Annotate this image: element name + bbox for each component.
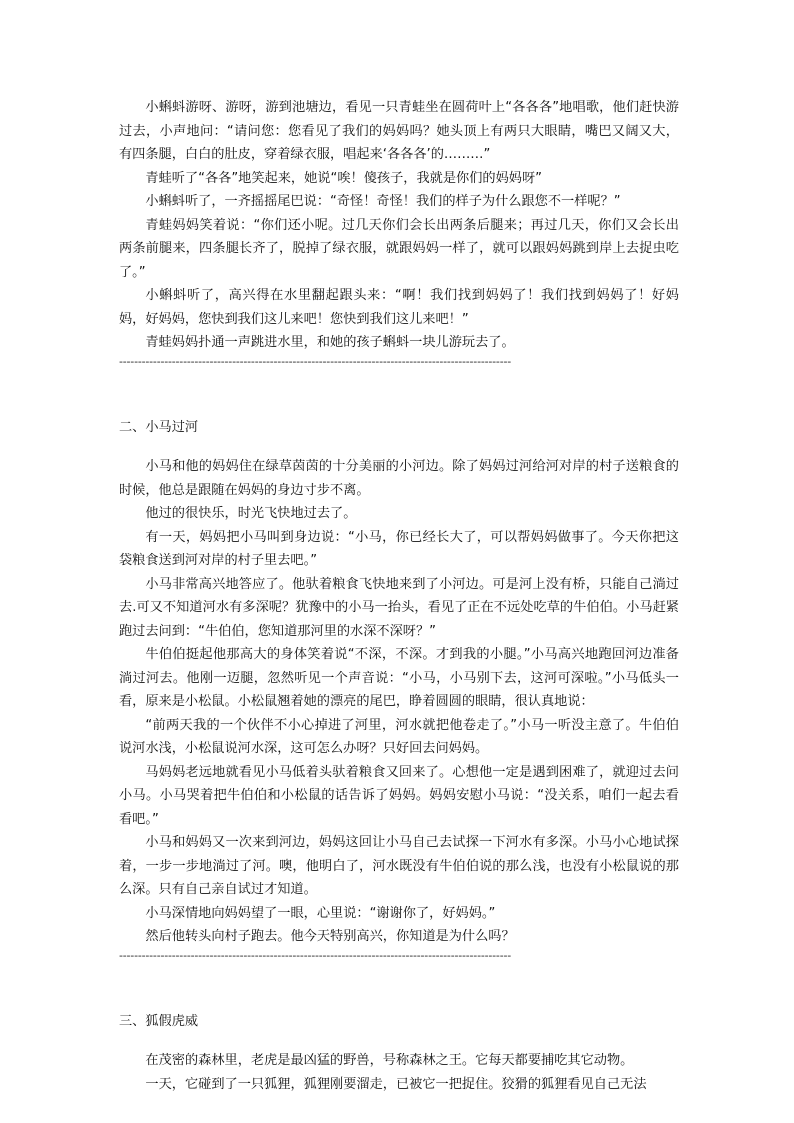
paragraph: 马妈妈老远地就看见小马低着头驮着粮食又回来了。心想他一定是遇到困难了，就迎过去问小马。小马哭着把牛伯伯和小松鼠的话告诉了妈妈。妈妈安慰小马说：“没关系，咱们一起去看看吧。” xyxy=(119,764,679,827)
story-fox-borrows-tiger-might xyxy=(119,1010,679,1097)
story-tadpoles xyxy=(119,96,679,369)
section-separator: -------------------------------------------------------------------------------------------------------- xyxy=(119,354,512,368)
paragraph: 小蝌蚪听了，一齐摇摇尾巴说：“奇怪！奇怪！我们的样子为什么跟您不一样呢？” xyxy=(145,194,621,209)
paragraph: 小马和妈妈又一次来到河边，妈妈这回让小马自己去试探一下河水有多深。小马小心地试探着，一步一步地淌过了河。噢，他明白了，河水既没有牛伯伯说的那么浅，也没有小松鼠说的那么深。只有自己亲自试过才知道。 xyxy=(119,835,679,897)
section-heading: 三、狐假虎威 xyxy=(119,1013,199,1029)
paragraph: 他过的很快乐，时光飞快地过去了。 xyxy=(145,506,357,521)
paragraph: 一天，它碰到了一只狐狸，狐狸刚要溜走，已被它一把捉住。狡猾的狐狸看见自己无法 xyxy=(145,1076,647,1092)
paragraph: 小蝌蚪游呀、游呀，游到池塘边，看见一只青蛙坐在圆荷叶上“各各各”地唱歌，他们赶快游过去，小声地问：“请问您：您看见了我们的妈妈吗？她头顶上有两只大眼睛，嘴巴又阔又大，有四条腿，白白的肚皮，穿着绿衣服，唱起来‘各各各’的………” xyxy=(119,100,679,162)
story-pony-crossing-river xyxy=(119,416,679,963)
paragraph: 小马和他的妈妈住在绿草茵茵的十分美丽的小河边。除了妈妈过河给河对岸的村子送粮食的时候，他总是跟随在妈妈的身边寸步不离。 xyxy=(119,459,679,498)
paragraph: 青蛙妈妈笑着说：“你们还小呢。过几天你们会长出两条后腿来；再过几天，你们又会长出两条前腿来，四条腿长齐了，脱掉了绿衣服，就跟妈妈一样了，就可以跟妈妈跳到岸上去捉虫吃了。” xyxy=(119,217,679,280)
paragraph: 小蝌蚪听了，高兴得在水里翻起跟头来：“啊！我们找到妈妈了！我们找到妈妈了！好妈妈，好妈妈，您快到我们这儿来吧！您快到我们这儿来吧！” xyxy=(119,288,679,327)
section-heading: 二、小马过河 xyxy=(119,419,199,435)
paragraph: 小马深情地向妈妈望了一眼，心里说：“谢谢你了，好妈妈。” xyxy=(145,905,496,921)
section-separator: -------------------------------------------------------------------------------------------------------- xyxy=(119,948,512,962)
paragraph: 然后他转头向村子跑去。他今天特别高兴，你知道是为什么吗？ xyxy=(145,929,515,944)
paragraph: 青蛙听了“各各”地笑起来，她说“唉！傻孩子，我就是你们的妈妈呀” xyxy=(145,170,542,186)
document-body xyxy=(119,96,679,1096)
paragraph: 小马非常高兴地答应了。他驮着粮食飞快地来到了小河边。可是河上没有桥，只能自己淌过去.可又不知道河水有多深呢？犹豫中的小马一抬头，看见了正在不远处吃草的牛伯伯。小马赶紧跑过去问到：“牛伯伯，您知道那河里的水深不深呀？” xyxy=(119,576,679,639)
paragraph: 青蛙妈妈扑通一声跳进水里，和她的孩子蝌蚪一块儿游玩去了。 xyxy=(145,335,515,350)
paragraph: 在茂密的森林里，老虎是最凶猛的野兽，号称森林之王。它每天都要捕吃其它动物。 xyxy=(145,1053,634,1068)
paragraph: 有一天，妈妈把小马叫到身边说：“小马，你已经长大了，可以帮妈妈做事了。今天你把这袋粮食送到河对岸的村子里去吧。” xyxy=(119,529,679,568)
paragraph: “前两天我的一个伙伴不小心掉进了河里，河水就把他卷走了。”小马一听没主意了。牛伯伯说河水浅，小松鼠说河水深，这可怎么办呀？只好回去问妈妈。 xyxy=(119,717,679,756)
paragraph: 牛伯伯挺起他那高大的身体笑着说“不深，不深。才到我的小腿。”小马高兴地跑回河边准备淌过河去。他刚一迈腿，忽然听见一个声音说：“小马，小马别下去，这河可深啦。”小马低头一看，原来是小松鼠。小松鼠翘着她的漂亮的尾巴，睁着圆圆的眼睛，很认真地说： xyxy=(119,647,679,709)
